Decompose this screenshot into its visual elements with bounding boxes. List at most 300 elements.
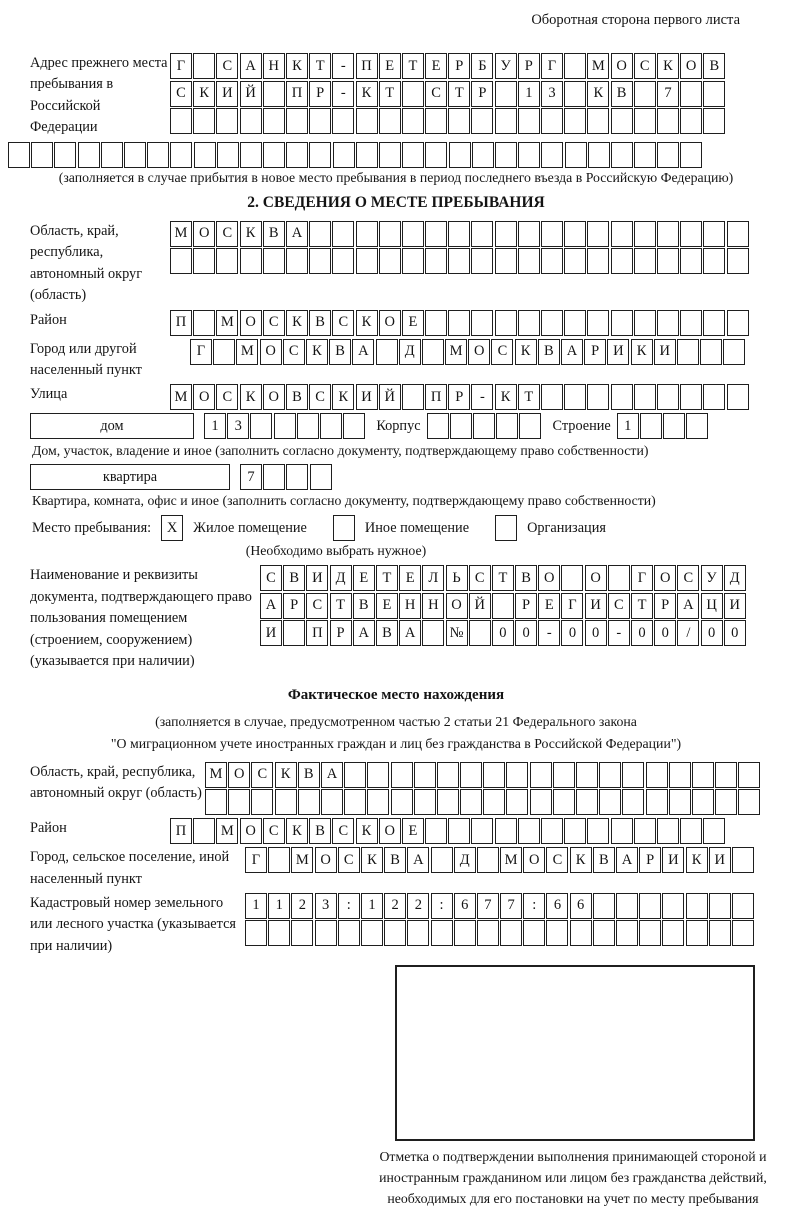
city-label: Город или другой населенный пункт (30, 340, 142, 378)
char-cell: К (286, 818, 308, 844)
char-cell (587, 248, 609, 274)
char-cell (402, 221, 424, 247)
region-row-2 (170, 248, 750, 274)
char-cell: 2 (384, 893, 406, 919)
char-cell: К (356, 310, 378, 336)
region-grid (170, 221, 750, 275)
char-cell (310, 464, 332, 490)
char-cell: К (240, 221, 262, 247)
char-cell (662, 893, 684, 919)
prev-address-label: Адрес прежнего места пребывания в Российской Федерации (30, 55, 168, 136)
char-cell: 1 (268, 893, 290, 919)
char-cell (495, 108, 517, 134)
char-cell (268, 920, 290, 946)
char-cell (622, 789, 644, 815)
char-cell: 0 (724, 620, 746, 646)
char-cell (431, 920, 453, 946)
char-cell (616, 920, 638, 946)
char-cell (425, 248, 447, 274)
stay-type-checkbox-residential: X (161, 515, 183, 541)
char-cell: : (338, 893, 360, 919)
char-cell (657, 310, 679, 336)
char-cell (332, 221, 354, 247)
char-cell (422, 620, 444, 646)
stay-type-label: Место пребывания: (32, 519, 152, 536)
char-cell (286, 142, 308, 168)
document-field (30, 565, 762, 672)
char-cell (448, 221, 470, 247)
apartment-type-box: квартира (30, 464, 230, 490)
actual-location-note-2: "О миграционном учете иностранных граждан и лиц без гражданства в Российской Федерации") (110, 735, 682, 751)
char-cell (518, 310, 540, 336)
city-row (190, 339, 747, 365)
cadastre-field (30, 893, 762, 957)
char-cell: К (286, 53, 308, 79)
char-cell (309, 108, 331, 134)
char-cell: 2 (291, 893, 313, 919)
char-cell (634, 81, 656, 107)
char-cell (460, 762, 482, 788)
char-cell (519, 413, 541, 439)
actual-region-row-2 (205, 789, 762, 815)
actual-district-row (170, 818, 727, 844)
char-cell (286, 108, 308, 134)
char-cell: М (587, 53, 609, 79)
char-cell (431, 847, 453, 873)
char-cell: Д (724, 565, 746, 591)
char-cell: Т (448, 81, 470, 107)
char-cell (495, 142, 517, 168)
char-cell (646, 762, 668, 788)
cadastre-label: Кадастровый номер земельного или лесного участка (указывается при наличии) (30, 894, 236, 954)
char-cell: Д (330, 565, 352, 591)
char-cell (495, 221, 517, 247)
actual-region-grid (205, 762, 762, 816)
char-cell: А (352, 339, 374, 365)
actual-district-label: Район (30, 820, 67, 837)
char-cell (496, 413, 518, 439)
char-cell (564, 384, 586, 410)
char-cell (715, 762, 737, 788)
char-cell: К (495, 384, 517, 410)
char-cell: С (306, 593, 328, 619)
char-cell: А (561, 339, 583, 365)
apartment-number-row (240, 464, 333, 490)
prev-address-grid (170, 53, 727, 134)
document-row-3 (260, 620, 747, 646)
char-cell: Р (654, 593, 676, 619)
char-cell (454, 920, 476, 946)
char-cell: О (193, 221, 215, 247)
char-cell: О (446, 593, 468, 619)
char-cell (437, 789, 459, 815)
char-cell (518, 142, 540, 168)
char-cell: П (170, 818, 192, 844)
char-cell: Р (448, 384, 470, 410)
char-cell (170, 108, 192, 134)
char-cell: В (593, 847, 615, 873)
char-cell: Т (518, 384, 540, 410)
char-cell (283, 620, 305, 646)
char-cell (407, 920, 429, 946)
char-cell: М (216, 818, 238, 844)
char-cell (622, 762, 644, 788)
char-cell: 2 (407, 893, 429, 919)
char-cell (541, 818, 563, 844)
char-cell (228, 789, 250, 815)
char-cell (703, 248, 725, 274)
char-cell: Г (170, 53, 192, 79)
char-cell: К (587, 81, 609, 107)
char-cell (263, 142, 285, 168)
char-cell: В (263, 221, 285, 247)
char-cell (251, 789, 273, 815)
char-cell: К (306, 339, 328, 365)
char-cell (193, 53, 215, 79)
char-cell (530, 762, 552, 788)
char-cell (727, 248, 749, 274)
char-cell: 3 (227, 413, 249, 439)
char-cell: О (379, 310, 401, 336)
char-cell: Е (353, 565, 375, 591)
char-cell: К (361, 847, 383, 873)
char-cell (593, 893, 615, 919)
char-cell (425, 221, 447, 247)
char-cell (703, 310, 725, 336)
char-cell (483, 762, 505, 788)
char-cell (391, 762, 413, 788)
char-cell (344, 789, 366, 815)
char-cell (703, 384, 725, 410)
char-cell (268, 847, 290, 873)
char-cell: М (236, 339, 258, 365)
char-cell: В (286, 384, 308, 410)
char-cell (553, 789, 575, 815)
char-cell: Р (584, 339, 606, 365)
actual-region-label: Область, край, республика, автономный округ (область) (30, 763, 202, 801)
char-cell: 1 (245, 893, 267, 919)
char-cell (216, 108, 238, 134)
char-cell: Р (448, 53, 470, 79)
char-cell: Н (263, 53, 285, 79)
char-cell (448, 108, 470, 134)
char-cell (193, 818, 215, 844)
char-cell: И (709, 847, 731, 873)
char-cell: Р (283, 593, 305, 619)
char-cell (599, 762, 621, 788)
char-cell (471, 108, 493, 134)
char-cell: Д (399, 339, 421, 365)
char-cell: К (275, 762, 297, 788)
char-cell: М (291, 847, 313, 873)
actual-location-note-1: (заполняется в случае, предусмотренном частью 2 статьи 21 Федерального закона (155, 713, 637, 729)
char-cell (564, 81, 586, 107)
char-cell (680, 142, 702, 168)
char-cell: 0 (631, 620, 653, 646)
prev-address-row-2 (170, 81, 727, 107)
stay-type-option-residential: Жилое помещение (193, 519, 307, 536)
char-cell: С (491, 339, 513, 365)
char-cell (639, 893, 661, 919)
char-cell: И (306, 565, 328, 591)
char-cell (541, 221, 563, 247)
char-cell (477, 920, 499, 946)
char-cell (297, 413, 319, 439)
prev-address-row-3 (170, 108, 727, 134)
char-cell: С (260, 565, 282, 591)
char-cell (657, 221, 679, 247)
char-cell: И (216, 81, 238, 107)
region-field (30, 221, 762, 307)
char-cell: 6 (454, 893, 476, 919)
street-field (30, 384, 762, 410)
char-cell (663, 413, 685, 439)
char-cell (379, 108, 401, 134)
char-cell (492, 593, 514, 619)
char-cell (657, 142, 679, 168)
char-cell: М (170, 384, 192, 410)
char-cell: И (654, 339, 676, 365)
char-cell: Р (309, 81, 331, 107)
char-cell (576, 789, 598, 815)
char-cell (495, 81, 517, 107)
actual-region-field (30, 762, 762, 816)
char-cell: 6 (546, 893, 568, 919)
char-cell: - (538, 620, 560, 646)
char-cell: Т (309, 53, 331, 79)
char-cell (523, 920, 545, 946)
char-cell: Ц (701, 593, 723, 619)
actual-location-title: Фактическое место нахождения (287, 686, 505, 703)
actual-district-field (30, 818, 762, 844)
char-cell (321, 789, 343, 815)
char-cell: С (677, 565, 699, 591)
char-cell (700, 339, 722, 365)
char-cell (634, 384, 656, 410)
city-field (30, 339, 762, 382)
char-cell (356, 248, 378, 274)
char-cell (274, 413, 296, 439)
actual-region-row-1 (205, 762, 762, 788)
prev-address-field (30, 53, 762, 139)
char-cell (367, 762, 389, 788)
char-cell (686, 413, 708, 439)
char-cell: К (332, 384, 354, 410)
char-cell (425, 818, 447, 844)
char-cell (376, 339, 398, 365)
char-cell (495, 310, 517, 336)
char-cell: Ь (446, 565, 468, 591)
char-cell (692, 762, 714, 788)
char-cell (611, 221, 633, 247)
char-cell (506, 789, 528, 815)
char-cell (240, 248, 262, 274)
char-cell: П (356, 53, 378, 79)
stay-type-note: (Необходимо выбрать нужное) (245, 543, 427, 559)
char-cell (427, 413, 449, 439)
char-cell (639, 920, 661, 946)
char-cell (680, 818, 702, 844)
district-field (30, 310, 762, 336)
char-cell: Т (379, 81, 401, 107)
char-cell: М (500, 847, 522, 873)
char-cell (332, 248, 354, 274)
char-cell (414, 762, 436, 788)
char-cell (680, 221, 702, 247)
char-cell: О (379, 818, 401, 844)
char-cell (495, 818, 517, 844)
char-cell: 6 (570, 893, 592, 919)
char-cell (723, 339, 745, 365)
char-cell (263, 108, 285, 134)
char-cell: 7 (240, 464, 262, 490)
char-cell: 1 (361, 893, 383, 919)
apartment-caption: Квартира, комната, офис и иное (заполнить согласно документу, подтверждающему право собственности) (32, 493, 656, 509)
actual-city-field (30, 847, 762, 890)
char-cell: С (546, 847, 568, 873)
char-cell: П (306, 620, 328, 646)
char-cell: А (240, 53, 262, 79)
char-cell (680, 310, 702, 336)
char-cell: В (376, 620, 398, 646)
char-cell (356, 108, 378, 134)
char-cell (657, 248, 679, 274)
char-cell (608, 565, 630, 591)
char-cell (709, 893, 731, 919)
char-cell (205, 789, 227, 815)
char-cell (471, 248, 493, 274)
char-cell (384, 920, 406, 946)
char-cell (686, 920, 708, 946)
char-cell: Е (402, 310, 424, 336)
document-grid (260, 565, 747, 646)
char-cell (703, 81, 725, 107)
char-cell (680, 81, 702, 107)
char-cell: О (263, 384, 285, 410)
char-cell (570, 920, 592, 946)
char-cell: А (677, 593, 699, 619)
char-cell (541, 310, 563, 336)
char-cell: К (570, 847, 592, 873)
char-cell (483, 789, 505, 815)
char-cell: И (585, 593, 607, 619)
char-cell: Н (422, 593, 444, 619)
char-cell: П (286, 81, 308, 107)
char-cell (8, 142, 30, 168)
char-cell (425, 310, 447, 336)
char-cell (727, 384, 749, 410)
char-cell: О (260, 339, 282, 365)
char-cell: Е (538, 593, 560, 619)
char-cell: С (608, 593, 630, 619)
char-cell (541, 142, 563, 168)
char-cell: К (356, 81, 378, 107)
char-cell (425, 108, 447, 134)
char-cell: С (170, 81, 192, 107)
char-cell (54, 142, 76, 168)
char-cell: Г (245, 847, 267, 873)
char-cell (343, 413, 365, 439)
char-cell: С (332, 310, 354, 336)
char-cell (634, 310, 656, 336)
char-cell (634, 221, 656, 247)
char-cell (101, 142, 123, 168)
char-cell (240, 108, 262, 134)
char-cell (677, 339, 699, 365)
char-cell (425, 142, 447, 168)
char-cell (587, 108, 609, 134)
char-cell (477, 847, 499, 873)
char-cell: К (193, 81, 215, 107)
char-cell: С (263, 310, 285, 336)
char-cell (402, 248, 424, 274)
char-cell (611, 818, 633, 844)
char-cell: М (216, 310, 238, 336)
char-cell: 7 (477, 893, 499, 919)
char-cell: В (309, 818, 331, 844)
char-cell (518, 108, 540, 134)
char-cell: № (446, 620, 468, 646)
char-cell: Р (518, 53, 540, 79)
char-cell (471, 818, 493, 844)
stamp-caption: Отметка о подтверждении выполнения принимающей стороной и иностранным гражданином или лицом без гражданства действий, необходимых для его постановки на учет по месту пребывания (379, 1149, 767, 1206)
char-cell: Т (402, 53, 424, 79)
char-cell (561, 565, 583, 591)
char-cell (291, 920, 313, 946)
char-cell: О (654, 565, 676, 591)
char-cell (472, 142, 494, 168)
char-cell: Г (541, 53, 563, 79)
char-cell: А (616, 847, 638, 873)
char-cell (588, 142, 610, 168)
char-cell (170, 142, 192, 168)
char-cell: Й (469, 593, 491, 619)
char-cell (587, 818, 609, 844)
char-cell: М (170, 221, 192, 247)
char-cell: О (523, 847, 545, 873)
char-cell (564, 310, 586, 336)
region-label: Область, край, республика, автономный округ (область) (30, 222, 143, 304)
char-cell: И (607, 339, 629, 365)
char-cell (703, 221, 725, 247)
char-cell: С (634, 53, 656, 79)
char-cell: Г (561, 593, 583, 619)
char-cell: С (332, 818, 354, 844)
char-cell (669, 789, 691, 815)
char-cell: Е (402, 818, 424, 844)
char-cell (662, 920, 684, 946)
char-cell (738, 762, 760, 788)
char-cell: - (608, 620, 630, 646)
char-cell: О (240, 818, 262, 844)
char-cell: С (263, 818, 285, 844)
confirmation-stamp-box (395, 965, 755, 1141)
region-row-1 (170, 221, 750, 247)
char-cell (640, 413, 662, 439)
char-cell (213, 339, 235, 365)
char-cell: К (240, 384, 262, 410)
char-cell (315, 920, 337, 946)
char-cell (738, 789, 760, 815)
street-row (170, 384, 750, 410)
char-cell: 7 (500, 893, 522, 919)
char-cell: 0 (585, 620, 607, 646)
korpus-row (427, 413, 543, 439)
char-cell: К (686, 847, 708, 873)
char-cell (657, 384, 679, 410)
char-cell (599, 789, 621, 815)
char-cell (263, 248, 285, 274)
